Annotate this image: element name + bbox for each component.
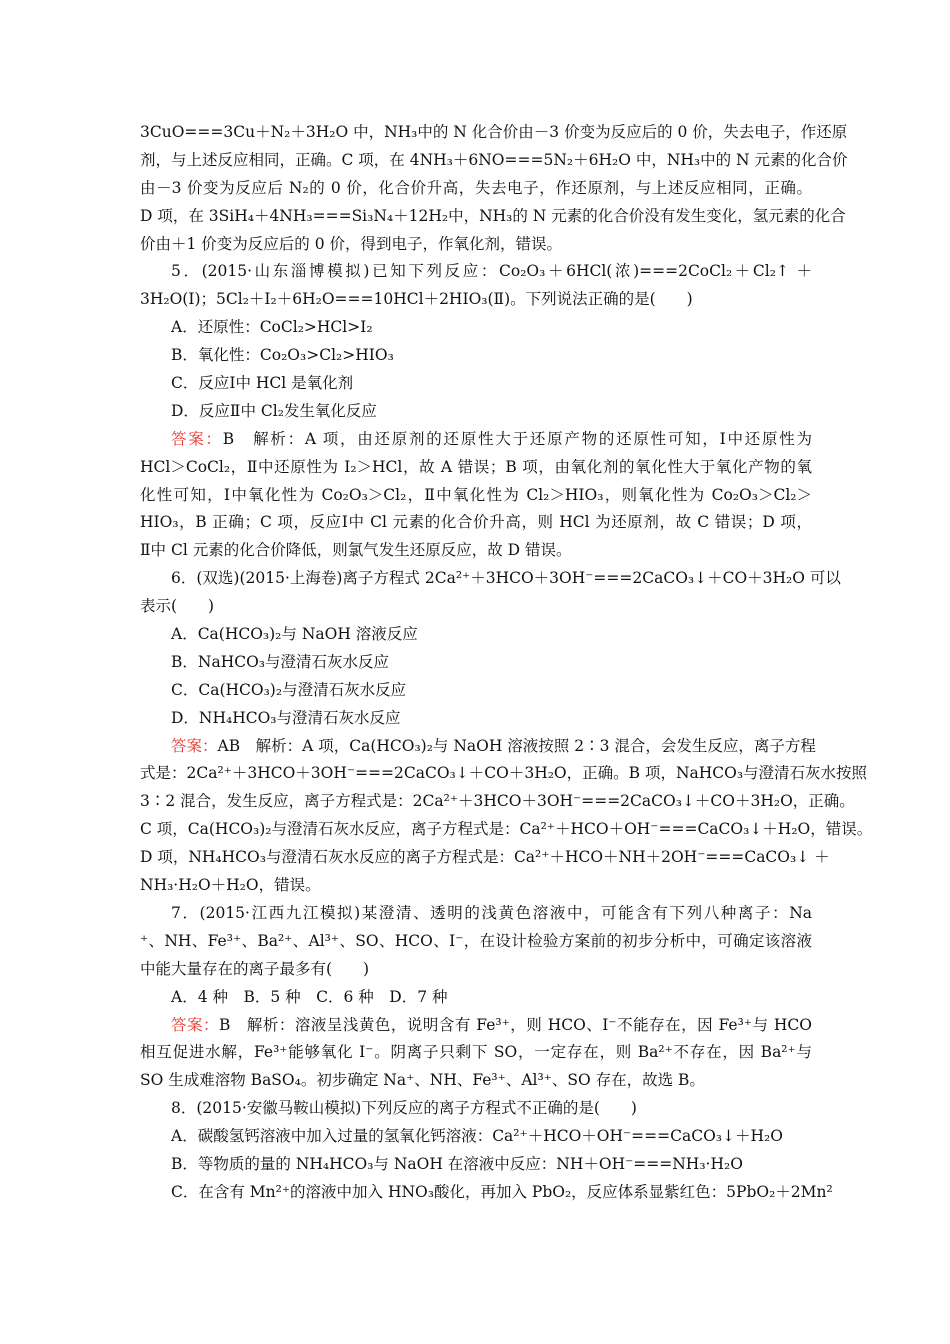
option-b: B．等物质的量的 NH₄HCO₃与 NaOH 在溶液中反应：NH＋OH⁻===NH₃·H₂O	[171, 1154, 743, 1173]
question-5-stem: 3H₂O(Ⅰ)；5Cl₂＋I₂＋6H₂O===10HCl＋2HIO₃(Ⅱ)。下列说法正确的是( )	[140, 290, 693, 309]
document-body	[140, 119, 873, 1207]
option-d: D．NH₄HCO₃与澄清石灰水反应	[171, 708, 401, 727]
text-line: 3∶2 混合，发生反应，离子方程式是：2Ca²⁺＋3HCO＋3OH⁻===2CaCO₃↓＋CO＋3H₂O，正确。	[140, 792, 855, 811]
text-line: D 项，NH₄HCO₃与澄清石灰水反应的离子方程式是：Ca²⁺＋HCO＋NH＋2OH⁻===CaCO₃↓ ＋	[140, 848, 830, 867]
text-line: SO 生成难溶物 BaSO₄。初步确定 Na⁺、NH、Fe³⁺、Al³⁺、SO 存在，故选 B。	[140, 1071, 705, 1090]
text-line: C 项，Ca(HCO₃)₂与澄清石灰水反应，离子方程式是：Ca²⁺＋HCO＋OH⁻===CaCO₃↓＋H₂O，错误。	[140, 820, 873, 839]
text-line: 式是：2Ca²⁺＋3HCO＋3OH⁻===2CaCO₃↓＋CO＋3H₂O，正确。B 项，NaHCO₃与澄清石灰水按照	[140, 764, 868, 783]
option-c: C．Ca(HCO₃)₂与澄清石灰水反应	[171, 680, 407, 699]
text-line: 价由＋1 价变为反应后的 0 价，得到电子，作氧化剂，错误。	[140, 234, 563, 253]
answer-line	[140, 426, 812, 454]
text-line: Ⅱ中 Cl 元素的化合价降低，则氯气发生还原反应，故 D 错误。	[140, 541, 572, 560]
option-a: A．还原性：CoCl₂>HCl>I₂	[171, 318, 373, 337]
question-7-stem: 7．(2015·江西九江模拟)某澄清、透明的浅黄色溶液中，可能含有下列八种离子：Na	[171, 903, 812, 922]
question-8-stem: 8．(2015·安徽马鞍山模拟)下列反应的离子方程式不正确的是( )	[171, 1099, 637, 1118]
text-line: 相互促进水解，Fe³⁺能够氧化 I⁻。阴离子只剩下 SO，一定存在，则 Ba²⁺不存在，因 Ba²⁺与	[140, 1043, 812, 1062]
text-line: NH₃·H₂O＋H₂O，错误。	[140, 876, 321, 895]
text-line: 3CuO===3Cu＋N₂＋3H₂O 中，NH₃中的 N 化合价由－3 价变为反应后的 0 价，失去电子，作还原	[140, 123, 848, 141]
text-line: 化性可知，Ⅰ中氧化性为 Co₂O₃＞Cl₂，Ⅱ中氧化性为 Cl₂＞HIO₃，则氧化性为 Co₂O₃＞Cl₂＞	[140, 485, 812, 504]
answer-text: B 解析：A 项，由还原剂的还原性大于还原产物的还原性可知，Ⅰ中还原性为	[222, 429, 812, 448]
option-d: D．反应Ⅱ中 Cl₂发生氧化反应	[171, 401, 377, 420]
question-6-stem: 6．(双选)(2015·上海卷)离子方程式 2Ca²⁺＋3HCO＋3OH⁻===2CaCO₃↓＋CO＋3H₂O 可以	[171, 569, 841, 588]
question-7-stem: 中能大量存在的离子最多有( )	[140, 959, 370, 978]
options-row: A．4 种 B．5 种 C．6 种 D．7 种	[171, 987, 448, 1006]
option-b: B．NaHCO₃与澄清石灰水反应	[171, 652, 389, 671]
text-line: 由－3 价变为反应后 N₂的 0 价，化合价升高，失去电子，作还原剂，与上述反应相同，正确。	[140, 178, 812, 197]
answer-text: B 解析：溶液呈浅黄色，说明含有 Fe³⁺，则 HCO、I⁻不能存在，因 Fe³⁺与 HCO	[219, 1015, 812, 1034]
answer-label: 答案：	[171, 1015, 219, 1034]
answer-label: 答案：	[171, 429, 223, 448]
option-c: C．反应Ⅰ中 HCl 是氧化剂	[171, 374, 354, 393]
answer-label: 答案：	[171, 736, 218, 755]
answer-line	[140, 1012, 812, 1040]
question-5-stem: 5．(2015·山东淄博模拟)已知下列反应：Co₂O₃＋6HCl(浓)===2CoCl₂＋Cl₂↑ ＋	[171, 262, 812, 281]
option-b: B．氧化性：Co₂O₃>Cl₂>HIO₃	[171, 346, 394, 365]
option-c: C．在含有 Mn²⁺的溶液中加入 HNO₃酸化，再加入 PbO₂，反应体系显紫红色：5PbO₂＋2Mn²	[171, 1182, 833, 1201]
option-a: A．Ca(HCO₃)₂与 NaOH 溶液反应	[171, 625, 418, 644]
text-line: HIO₃，B 正确；C 项，反应Ⅰ中 Cl 元素的化合价升高，则 HCl 为还原剂，故 C 错误；D 项，	[140, 513, 812, 532]
text-line: D 项，在 3SiH₄＋4NH₃===Si₃N₄＋12H₂中，NH₃的 N 元素的化合价没有发生变化，氢元素的化合	[140, 206, 846, 225]
text-line: HCl＞CoCl₂，Ⅱ中还原性为 I₂＞HCl，故 A 错误；B 项，由氧化剂的氧化性大于氧化产物的氧	[140, 457, 812, 476]
answer-line	[140, 733, 816, 761]
option-a: A．碳酸氢钙溶液中加入过量的氢氧化钙溶液：Ca²⁺＋HCO＋OH⁻===CaCO₃↓＋H₂O	[171, 1127, 783, 1146]
answer-text: AB 解析：A 项，Ca(HCO₃)₂与 NaOH 溶液按照 2∶3 混合，会发生反应，离子方程	[217, 736, 816, 755]
question-7-stem: ⁺、NH、Fe³⁺、Ba²⁺、Al³⁺、SO、HCO、I⁻，在设计检验方案前的初步分析中，可确定该溶液	[140, 931, 812, 950]
text-line: 剂，与上述反应相同，正确。C 项，在 4NH₃＋6NO===5N₂＋6H₂O 中，NH₃中的 N 元素的化合价	[140, 150, 848, 169]
question-6-stem: 表示( )	[140, 597, 215, 616]
